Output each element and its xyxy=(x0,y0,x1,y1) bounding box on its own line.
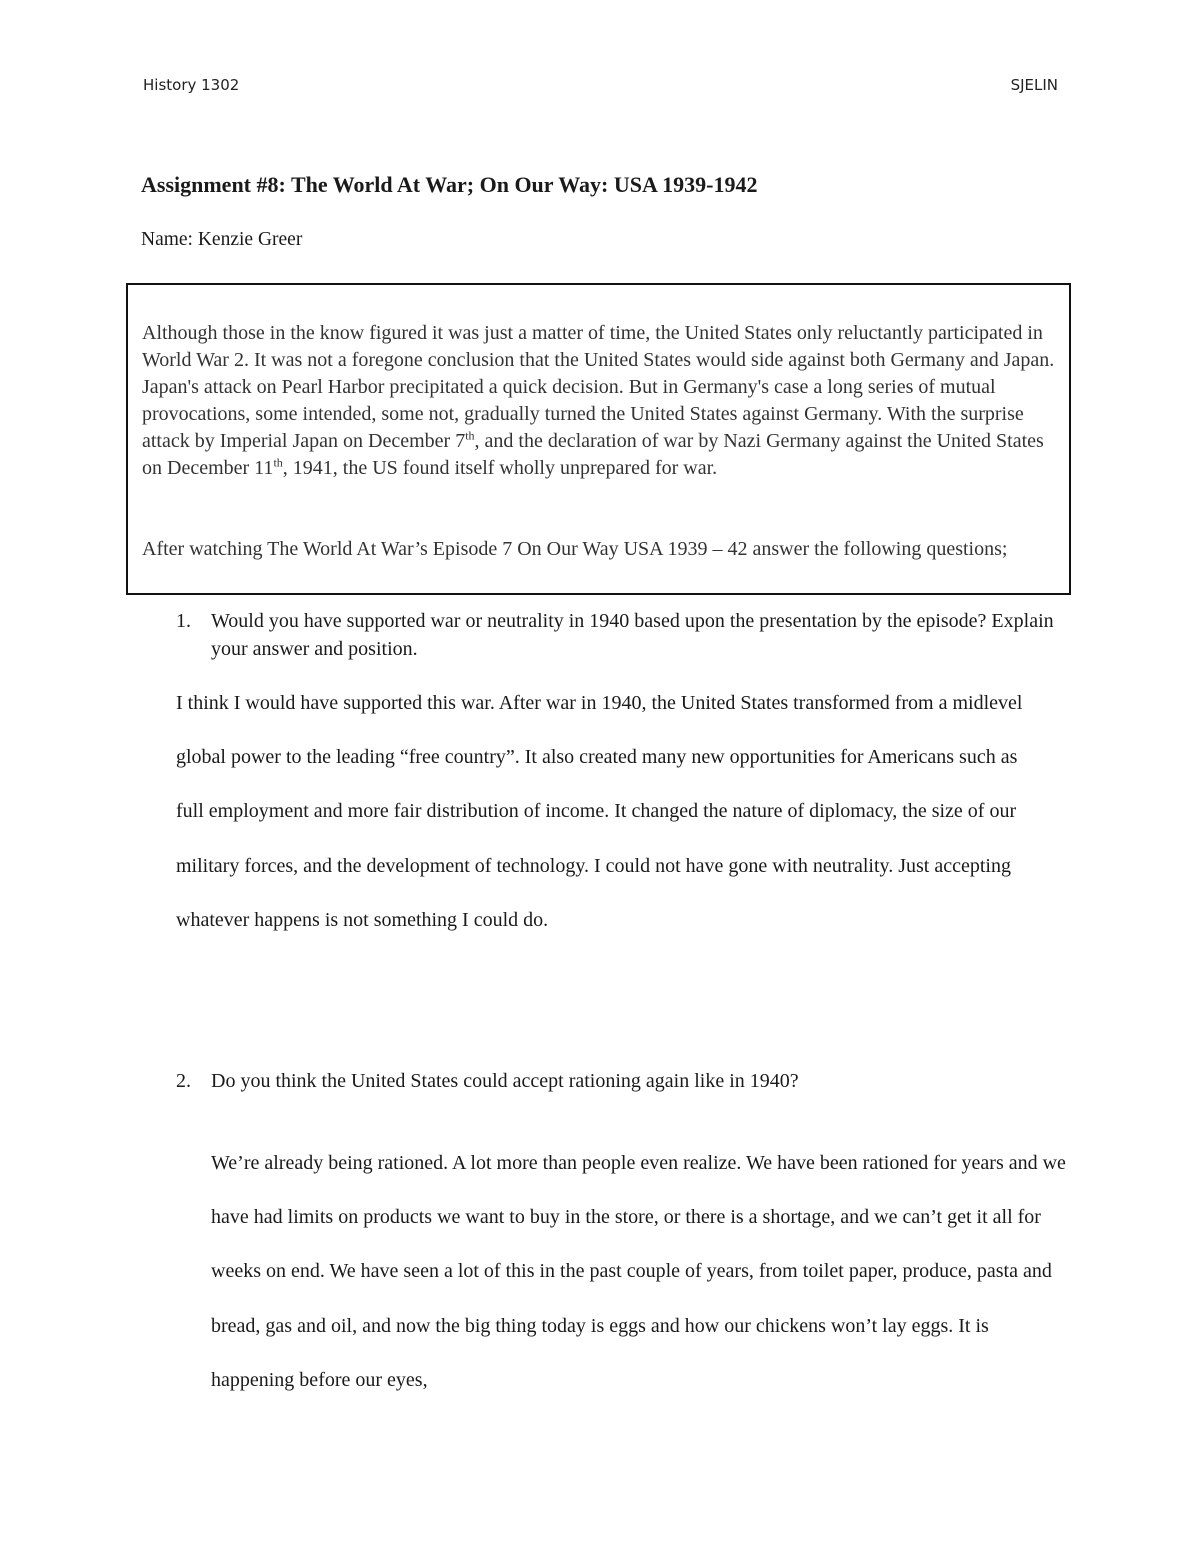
answer-1: I think I would have supported this war. After war in 1940, the United States transformed from a midlevel global power to the leading “free country”. It also created many new opportunities for Americans such as full employment and more fair distribution of income. It changed the nature of diplomacy, the size of our military forces, and the development of technology. I could not have gone with neutrality. Just accepting whatever happens is not something I could do. xyxy=(176,692,1023,931)
page-title: Assignment #8: The World At War; On Our Way: USA 1939-1942 xyxy=(141,172,758,197)
question-text: Do you think the United States could accept rationing again like in 1940? xyxy=(211,1070,799,1092)
instructions-paragraph: After watching The World At War’s Episode 7 On Our Way USA 1939 – 42 answer the following questions; xyxy=(142,538,1008,560)
question-2 xyxy=(176,1067,1076,1097)
intro-box xyxy=(126,283,1071,595)
question-1 xyxy=(176,607,1076,667)
student-name: Name: Kenzie Greer xyxy=(141,229,303,250)
question-number: 2. xyxy=(176,1070,191,1092)
question-number: 1. xyxy=(176,610,191,632)
answer-2: We’re already being rationed. A lot more than people even realize. We have been rationed for years and we have had limits on products we want to buy in the store, or there is a shortage, and we can’t get it all for weeks on end. We have seen a lot of this in the past couple of years, from toilet paper, produce, pasta and bread, gas and oil, and now the big thing today is eggs and how our chickens won’t lay eggs. It is happening before our eyes, xyxy=(211,1152,1066,1391)
instructor-header: SJELIN xyxy=(1010,76,1058,94)
intro-paragraph: Although those in the know figured it was just a matter of time, the United States only reluctantly participated in World War 2. It was not a foregone conclusion that the United States would side against both Germany and Japan. Japan's attack on Pearl Harbor precipitated a quick decision. But in Germany's case a long series of mutual provocations, some intended, some not, gradually turned the United States against Germany. With the surprise attack by Imperial Japan on December 7th, and the declaration of war by Nazi Germany against the United States on December 11th, 1941, the US found itself wholly unprepared for war. xyxy=(142,322,1055,479)
course-header: History 1302 xyxy=(143,76,240,94)
question-text: Would you have supported war or neutrality in 1940 based upon the presentation by the episode? Explain your answer and position. xyxy=(211,610,1054,660)
